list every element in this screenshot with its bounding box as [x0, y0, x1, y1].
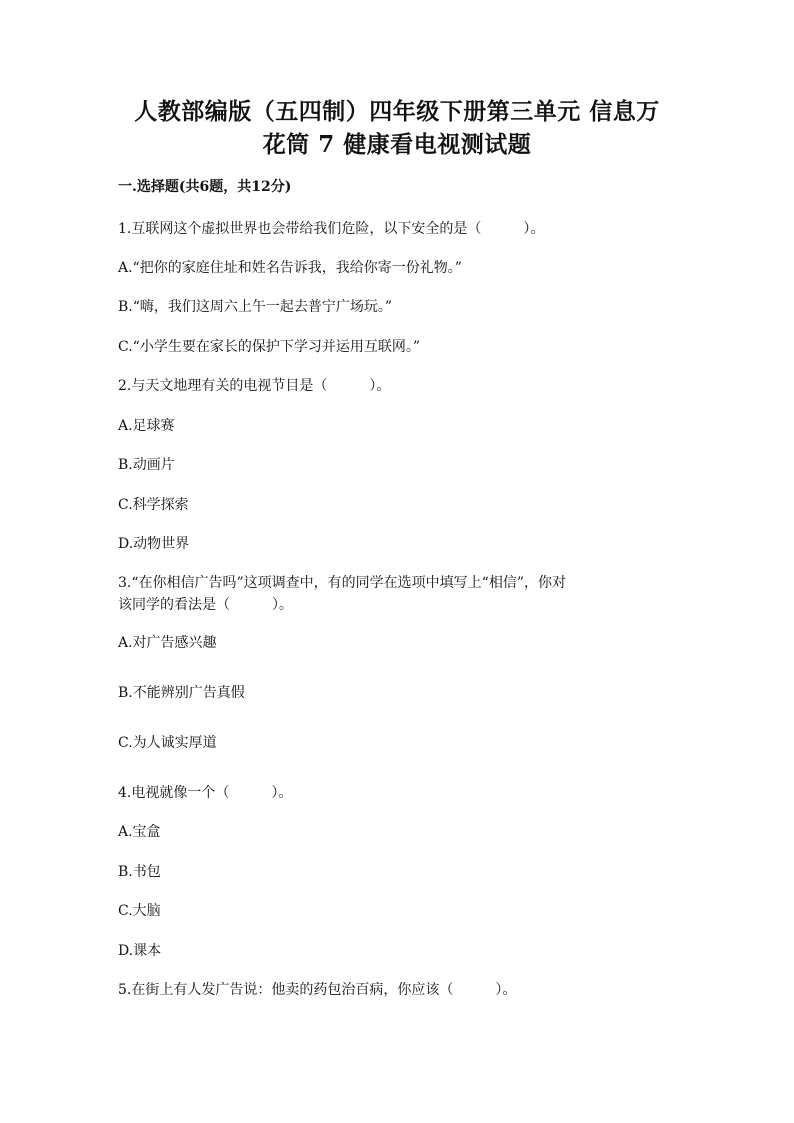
- question-4-option-c: C.大脑: [118, 903, 161, 919]
- question-1-option-a: A.“把你的家庭住址和姓名告诉我，我给你寄一份礼物。”: [118, 260, 462, 276]
- question-2-option-d: D.动物世界: [118, 536, 190, 552]
- question-4-option-a: A.宝盒: [118, 824, 161, 840]
- question-3-option-a: A.对广告感兴趣: [118, 635, 217, 651]
- question-4-option-d: D.课本: [118, 943, 162, 959]
- section-header: 一.选择题(共6题，共12分): [118, 179, 292, 195]
- page-title-line1: 人教部编版（五四制）四年级下册第三单元 信息万: [134, 98, 660, 125]
- question-3-stem-line1: 3.“在你相信广告吗”这项调查中，有的同学在选项中填写上“相信”，你对: [118, 575, 566, 591]
- question-1-option-b: B.“嗨，我们这周六上午一起去普宁广场玩。”: [118, 299, 393, 315]
- question-5-stem: 5.在街上有人发广告说：他卖的药包治百病，你应该（ ）。: [118, 982, 517, 998]
- question-4-option-b: B.书包: [118, 864, 161, 880]
- question-2-option-a: A.足球赛: [118, 418, 175, 434]
- question-3-option-c: C.为人诚实厚道: [118, 735, 217, 751]
- question-1-stem: 1.互联网这个虚拟世界也会带给我们危险，以下安全的是（ ）。: [118, 221, 545, 237]
- question-3-option-b: B.不能辨别广告真假: [118, 685, 245, 701]
- page-title-line2: 花筒 7 健康看电视测试题: [262, 131, 532, 158]
- question-2-option-b: B.动画片: [118, 457, 175, 473]
- question-1-option-c: C.“小学生要在家长的保护下学习并运用互联网。”: [118, 339, 420, 355]
- question-2-option-c: C.科学探索: [118, 497, 189, 513]
- question-2-stem: 2.与天文地理有关的电视节目是（ ）。: [118, 378, 391, 394]
- question-4-stem: 4.电视就像一个（ ）。: [118, 785, 293, 801]
- question-3-stem-line2: 该同学的看法是（ ）。: [118, 597, 293, 613]
